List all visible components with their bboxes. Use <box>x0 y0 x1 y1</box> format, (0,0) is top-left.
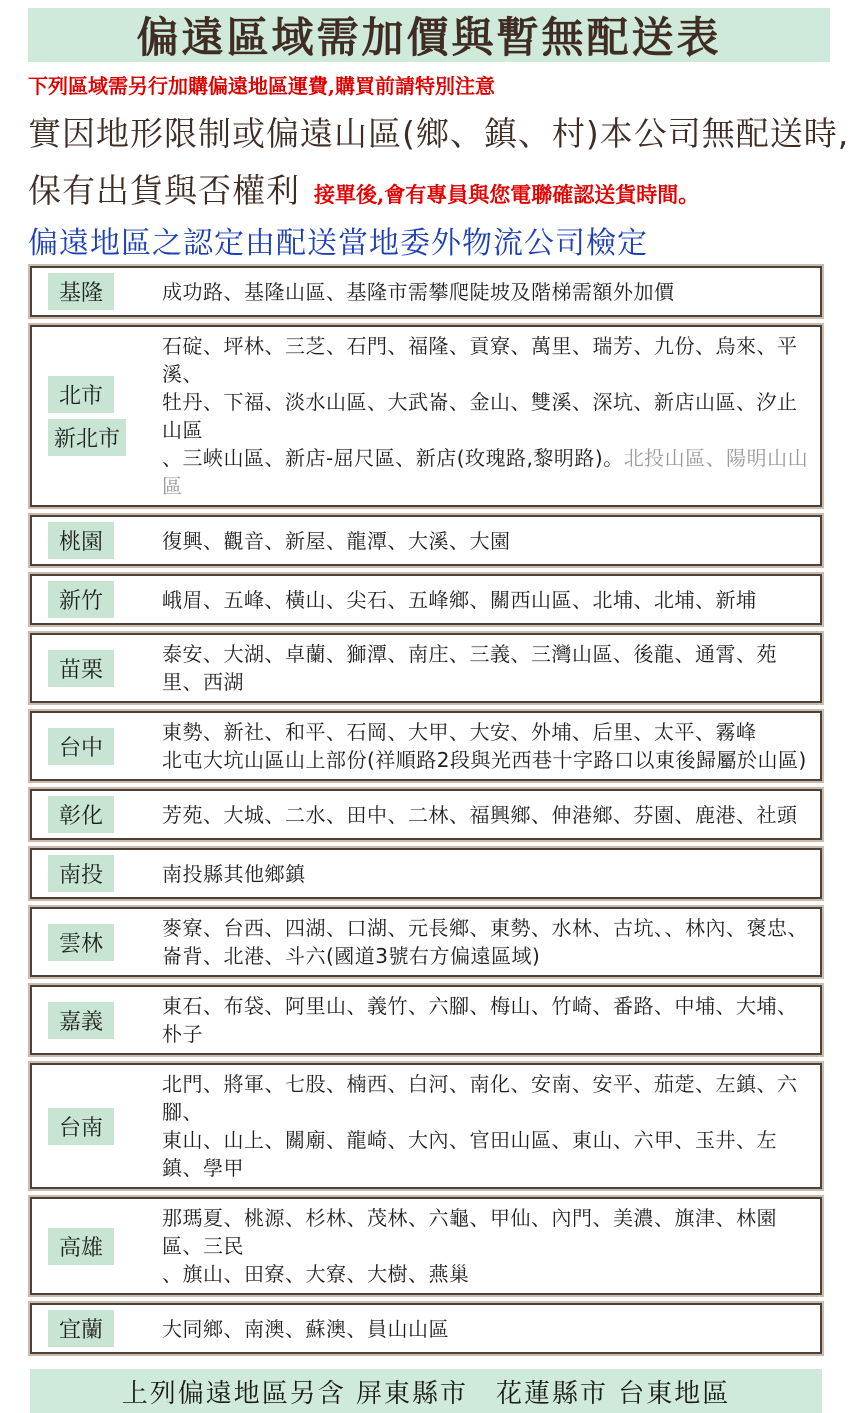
table-row-miaoli <box>30 633 822 703</box>
table-row-taoyuan <box>30 515 822 566</box>
definition-statement: 偏遠地區之認定由配送當地委外物流公司檢定 <box>28 226 648 261</box>
table-row-taichung <box>30 711 822 781</box>
region-labels <box>48 924 140 961</box>
region-label: 新北市 <box>48 419 126 456</box>
area-line: 北門、將軍、七股、楠西、白河、南化、安南、安平、茄萣、左鎮、六腳、 <box>162 1072 798 1124</box>
region-areas <box>162 1070 812 1182</box>
area-line: 那瑪夏、桃源、杉林、茂林、六龜、甲仙、內門、美濃、旗津、林園區、三民 <box>162 1206 777 1258</box>
surcharge-warning-text: 下列區域需另行加購偏遠地區運費,購買前請特別注意 <box>28 74 495 98</box>
region-table <box>30 266 822 1354</box>
region-labels <box>48 522 140 559</box>
region-areas <box>162 914 808 970</box>
area-line <box>162 444 812 500</box>
area-line: 北屯大坑山區山上部份(祥順路2段與光西巷十字路口以東後歸屬於山區) <box>162 748 807 772</box>
area-line: 復興、觀音、新屋、龍潭、大溪、大園 <box>162 528 511 553</box>
table-row-yunlin <box>30 907 822 977</box>
region-areas <box>162 332 812 500</box>
page-title: 偏遠區域需加價與暫無配送表 <box>28 8 830 62</box>
area-line: 南投縣其他鄉鎮 <box>162 861 306 886</box>
table-row-tainan <box>30 1063 822 1189</box>
table-row-keelung <box>30 266 822 317</box>
region-areas <box>162 527 511 555</box>
region-label: 高雄 <box>48 1228 114 1265</box>
area-line-gray: 北投山區、陽明山山區 <box>162 446 809 498</box>
region-labels <box>48 1228 140 1265</box>
region-areas <box>162 640 812 696</box>
region-label: 台南 <box>48 1108 114 1145</box>
region-areas <box>162 278 675 306</box>
region-label: 苗栗 <box>48 650 114 687</box>
area-line: 麥寮、台西、四湖、口湖、元長鄉、東勢、水林、古坑、、林內、褒忠、 <box>162 916 808 940</box>
region-label: 南投 <box>48 855 114 892</box>
area-line: 峨眉、五峰、橫山、尖石、五峰鄉、關西山區、北埔、北埔、新埔 <box>162 587 757 612</box>
region-label: 桃園 <box>48 522 114 559</box>
region-areas <box>162 992 812 1048</box>
region-label: 雲林 <box>48 924 114 961</box>
region-labels <box>48 1108 140 1145</box>
region-labels <box>48 376 140 456</box>
region-areas <box>162 1204 812 1288</box>
area-line: 東勢、新社、和平、石岡、大甲、大安、外埔、后里、太平、霧峰 <box>162 720 757 744</box>
region-label: 嘉義 <box>48 1002 114 1039</box>
table-row-chiayi <box>30 985 822 1055</box>
region-label: 宜蘭 <box>48 1310 114 1347</box>
region-labels <box>48 273 140 310</box>
table-row-taipei-newtaipei <box>30 325 822 507</box>
area-line: 芳苑、大城、二水、田中、二林、福興鄉、伸港鄉、芬園、鹿港、社頭 <box>162 802 798 827</box>
area-line: 東石、布袋、阿里山、義竹、六腳、梅山、竹崎、番路、中埔、大埔、朴子 <box>162 994 798 1046</box>
region-labels <box>48 1310 140 1347</box>
region-label: 基隆 <box>48 273 114 310</box>
region-labels <box>48 650 140 687</box>
region-labels <box>48 1002 140 1039</box>
remote-area-surcharge-notice <box>0 8 850 1409</box>
table-row-changhua <box>30 789 822 840</box>
area-line: 泰安、大湖、卓蘭、獅潭、南庄、三義、三灣山區、後龍、通霄、苑里、西湖 <box>162 642 777 694</box>
contact-confirmation-note: 接單後,會有專員與您電聯確認送貨時間。 <box>314 182 700 207</box>
area-line: 、旗山、田寮、大寮、大樹、燕巢 <box>162 1262 470 1286</box>
area-line: 牡丹、下福、淡水山區、大武崙、金山、雙溪、深坑、新店山區、汐止山區 <box>162 390 798 442</box>
area-line: 崙背、北港、斗六(國道3號右方偏遠區域) <box>162 944 541 968</box>
table-row-nantou <box>30 848 822 899</box>
region-label: 北市 <box>48 376 114 413</box>
no-delivery-policy-line1: 實因地形限制或偏遠山區(鄉、鎮、村)本公司無配送時, <box>28 114 850 153</box>
region-labels <box>48 796 140 833</box>
area-line: 東山、山上、關廟、龍崎、大內、官田山區、東山、六甲、玉井、左鎮、學甲 <box>162 1128 777 1180</box>
area-line: 大同鄉、南澳、蘇澳、員山山區 <box>162 1316 449 1341</box>
region-label: 彰化 <box>48 796 114 833</box>
footer-note: 上列偏遠地區另含 屏東縣市 花蓮縣市 台東地區 <box>30 1369 822 1413</box>
region-areas <box>162 718 807 774</box>
region-areas <box>162 801 798 829</box>
area-line-black: 、三峽山區、新店-屈尺區、新店(玫瑰路,黎明路)。 <box>162 446 624 470</box>
region-labels <box>48 581 140 618</box>
region-label: 台中 <box>48 728 114 765</box>
policy-rights-text: 保有出貨與否權利 <box>28 171 300 210</box>
region-areas <box>162 586 757 614</box>
table-row-hsinchu <box>30 574 822 625</box>
area-line: 石碇、坪林、三芝、石門、福隆、貢寮、萬里、瑞芳、九份、烏來、平溪、 <box>162 334 798 386</box>
region-areas <box>162 1315 449 1343</box>
region-areas <box>162 860 306 888</box>
region-label: 新竹 <box>48 581 114 618</box>
no-delivery-policy-line2 <box>28 165 850 212</box>
region-labels <box>48 855 140 892</box>
table-row-kaohsiung <box>30 1197 822 1295</box>
area-line: 成功路、基隆山區、基隆市需攀爬陡坡及階梯需額外加價 <box>162 279 675 304</box>
region-labels <box>48 728 140 765</box>
table-row-yilan <box>30 1303 822 1354</box>
